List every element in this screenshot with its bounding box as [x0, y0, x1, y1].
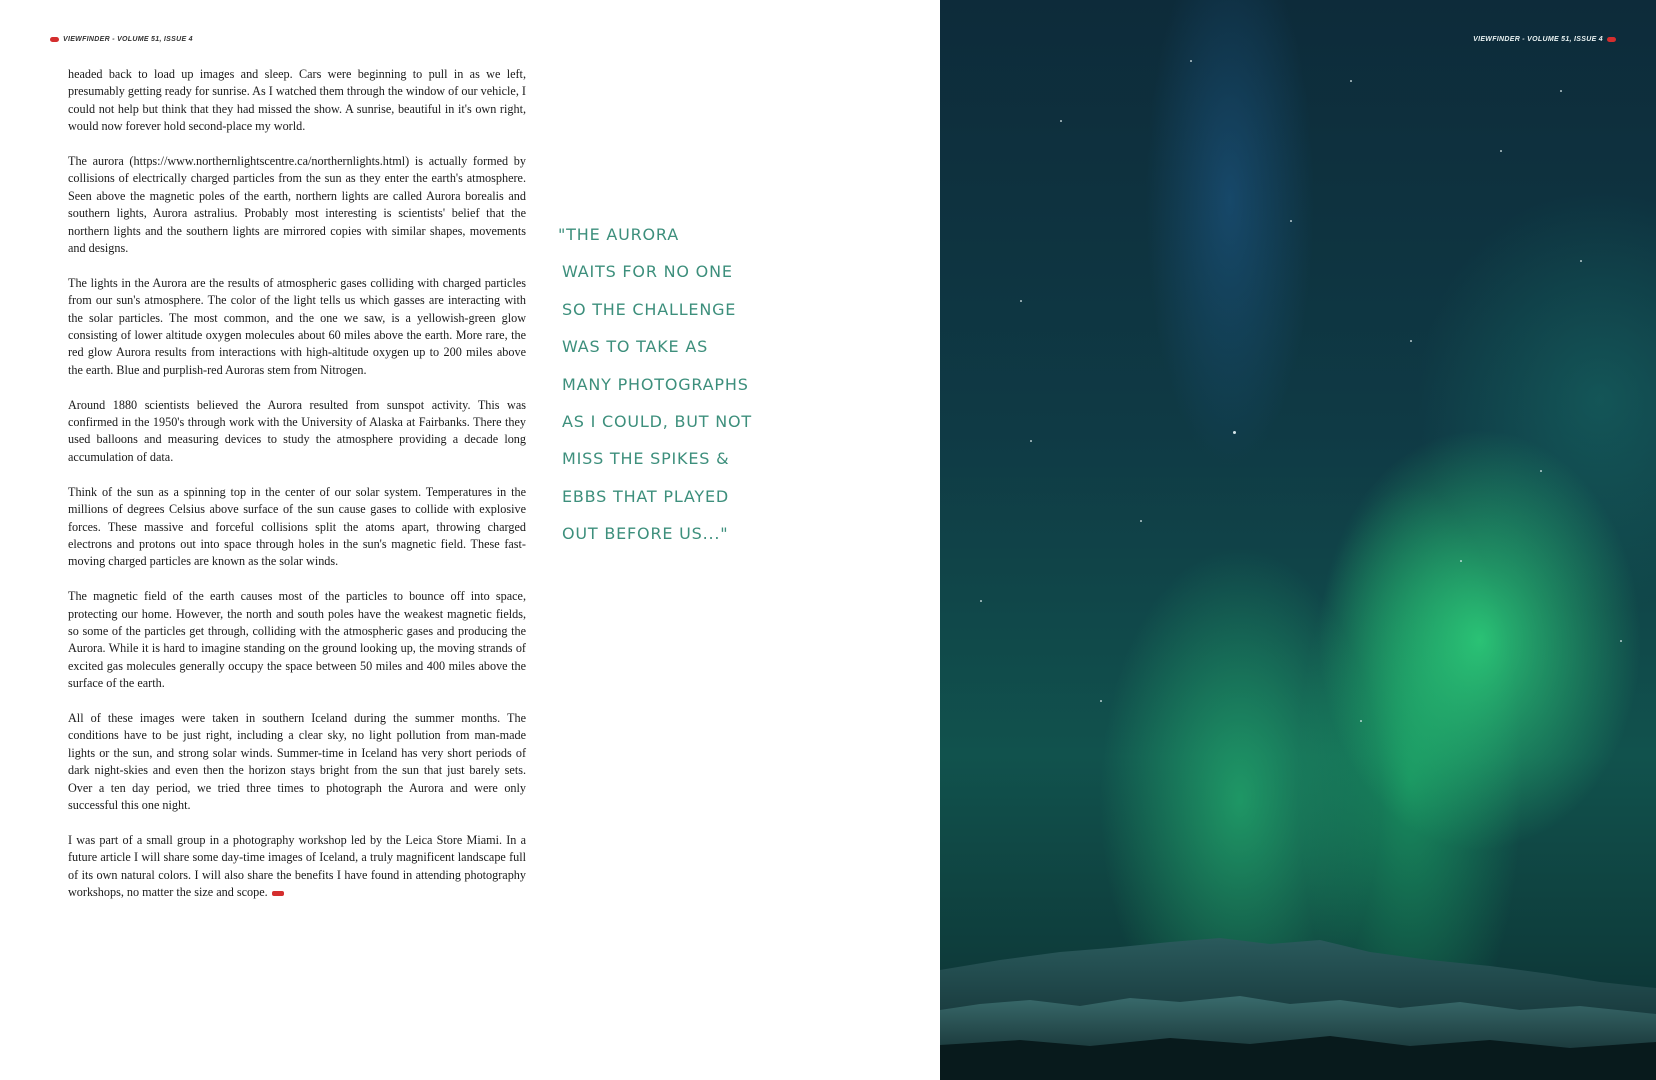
star	[1560, 90, 1562, 92]
article-paragraph: Think of the sun as a spinning top in the center of our solar system. Temperatures in the millions of degrees Celsius above surface of the sun cause gases to collide with explosive forces. These massive and forceful collisions split the atoms apart, throwing charged electrons and protons out into space through holes in the sun's magnetic field. These fast-moving charged particles are known as the solar winds.	[68, 484, 526, 569]
star	[980, 600, 982, 602]
article-paragraph-last	[68, 832, 526, 902]
star	[1290, 220, 1292, 222]
aurora-photograph	[940, 0, 1656, 1080]
article-paragraph: headed back to load up images and sleep. Cars were beginning to pull in as we left, presumably getting ready for sunrise. As I watched them through the window of our vehicle, I could not help but think that they had missed the show. A sunrise, beautiful in it's own right, would now forever hold second-place my world.	[68, 67, 526, 134]
pull-quote-line: MISS THE SPIKES &	[562, 449, 730, 469]
star	[1350, 80, 1352, 82]
article-paragraph: The magnetic field of the earth causes most of the particles to bounce off into space, protecting our home. However, the north and south poles have the weakest magnetic fields, so some of the particles get through, colliding with the atmospheric gases and producing the Aurora. While it is hard to imagine standing on the ground looking up, the moving strands of excited gas molecules generally occupy the space between 50 miles and 400 miles above the surface of the earth.	[68, 589, 526, 691]
star	[1500, 150, 1502, 152]
star	[1540, 470, 1542, 472]
article-paragraph: Around 1880 scientists believed the Aurora resulted from sunspot activity. This was confirmed in the 1950's through work with the University of Alaska at Fairbanks. There they used balloons and measuring devices to study the atmosphere providing a decade long accumulation of data.	[68, 397, 526, 464]
article-body	[68, 66, 526, 919]
star	[1233, 431, 1236, 434]
running-head-text: VIEWFINDER - VOLUME 51, ISSUE 4	[1473, 36, 1603, 43]
running-head-right	[1473, 36, 1616, 43]
pull-quote-line: MANY PHOTOGRAPHS	[562, 374, 749, 394]
star	[1410, 340, 1412, 342]
star	[1020, 300, 1022, 302]
pull-quote-line: WAITS FOR NO ONE	[562, 262, 733, 282]
star	[1460, 560, 1462, 562]
star	[1620, 640, 1622, 642]
star	[1060, 120, 1062, 122]
article-paragraph: All of these images were taken in southern Iceland during the summer months. The conditions have to be just right, including a clear sky, no light pollution from man-made lights or the sun, and strong solar winds. Summer-time in Iceland has very short periods of dark night-skies and even then the horizon stays bright from the sun that just barely sets. Over a ten day period, we tried three times to photograph the Aurora and were only successful this one night.	[68, 710, 526, 812]
star	[1140, 520, 1142, 522]
running-head-left	[50, 36, 193, 43]
star	[1030, 440, 1032, 442]
running-head-text: VIEWFINDER - VOLUME 51, ISSUE 4	[63, 36, 193, 43]
article-paragraph: The lights in the Aurora are the results of atmospheric gases colliding with charged particles from our sun's atmosphere. The color of the light tells us which gasses are interacting with the solar particles. The most common, and the one we saw, is a yellowish-green glow consisting of lower altitude oxygen molecules about 60 miles above the earth. More rare, the red glow Aurora results from interactions with high-altitude oxygen up to 200 miles above the earth. Blue and purplish-red Auroras stem from Nitrogen.	[68, 275, 526, 377]
pull-quote-line: SO THE CHALLENGE	[562, 299, 737, 319]
starfield	[940, 0, 1656, 1080]
article-paragraph: The aurora (https://www.northernlightscentre.ca/northernlights.html) is actually formed by collisions of electrically charged particles from the sun as they enter the earth's atmosphere. Seen above the magnetic poles of the earth, northern lights are called Aurora borealis and southern lights, Aurora astralius. Probably most interesting is scientists' belief that the northern lights and the southern lights are mirrored copies with similar shapes, movements and designs.	[68, 154, 526, 256]
page-marker-icon	[1607, 37, 1616, 42]
page-marker-icon	[50, 37, 59, 42]
pull-quote	[558, 216, 878, 553]
glacier-landscape-icon	[940, 930, 1656, 1080]
pull-quote-line: WAS TO TAKE AS	[562, 337, 709, 357]
end-of-article-icon	[272, 891, 284, 896]
pull-quote-line: AS I COULD, BUT NOT	[562, 412, 752, 432]
article-paragraph-text: I was part of a small group in a photography workshop led by the Leica Store Miami. In a future article I will share some day-time images of Iceland, a truly magnificent landscape full of its own natural colors. I will also share the benefits I have found in attending photography workshops, no matter the size and scope.	[68, 832, 526, 899]
pull-quote-line: "THE AURORA	[558, 225, 679, 244]
star	[1580, 260, 1582, 262]
pull-quote-line: OUT BEFORE US..."	[562, 524, 729, 544]
star	[1190, 60, 1192, 62]
star	[1100, 700, 1102, 702]
pull-quote-line: EBBS THAT PLAYED	[562, 486, 730, 506]
star	[1360, 720, 1362, 722]
